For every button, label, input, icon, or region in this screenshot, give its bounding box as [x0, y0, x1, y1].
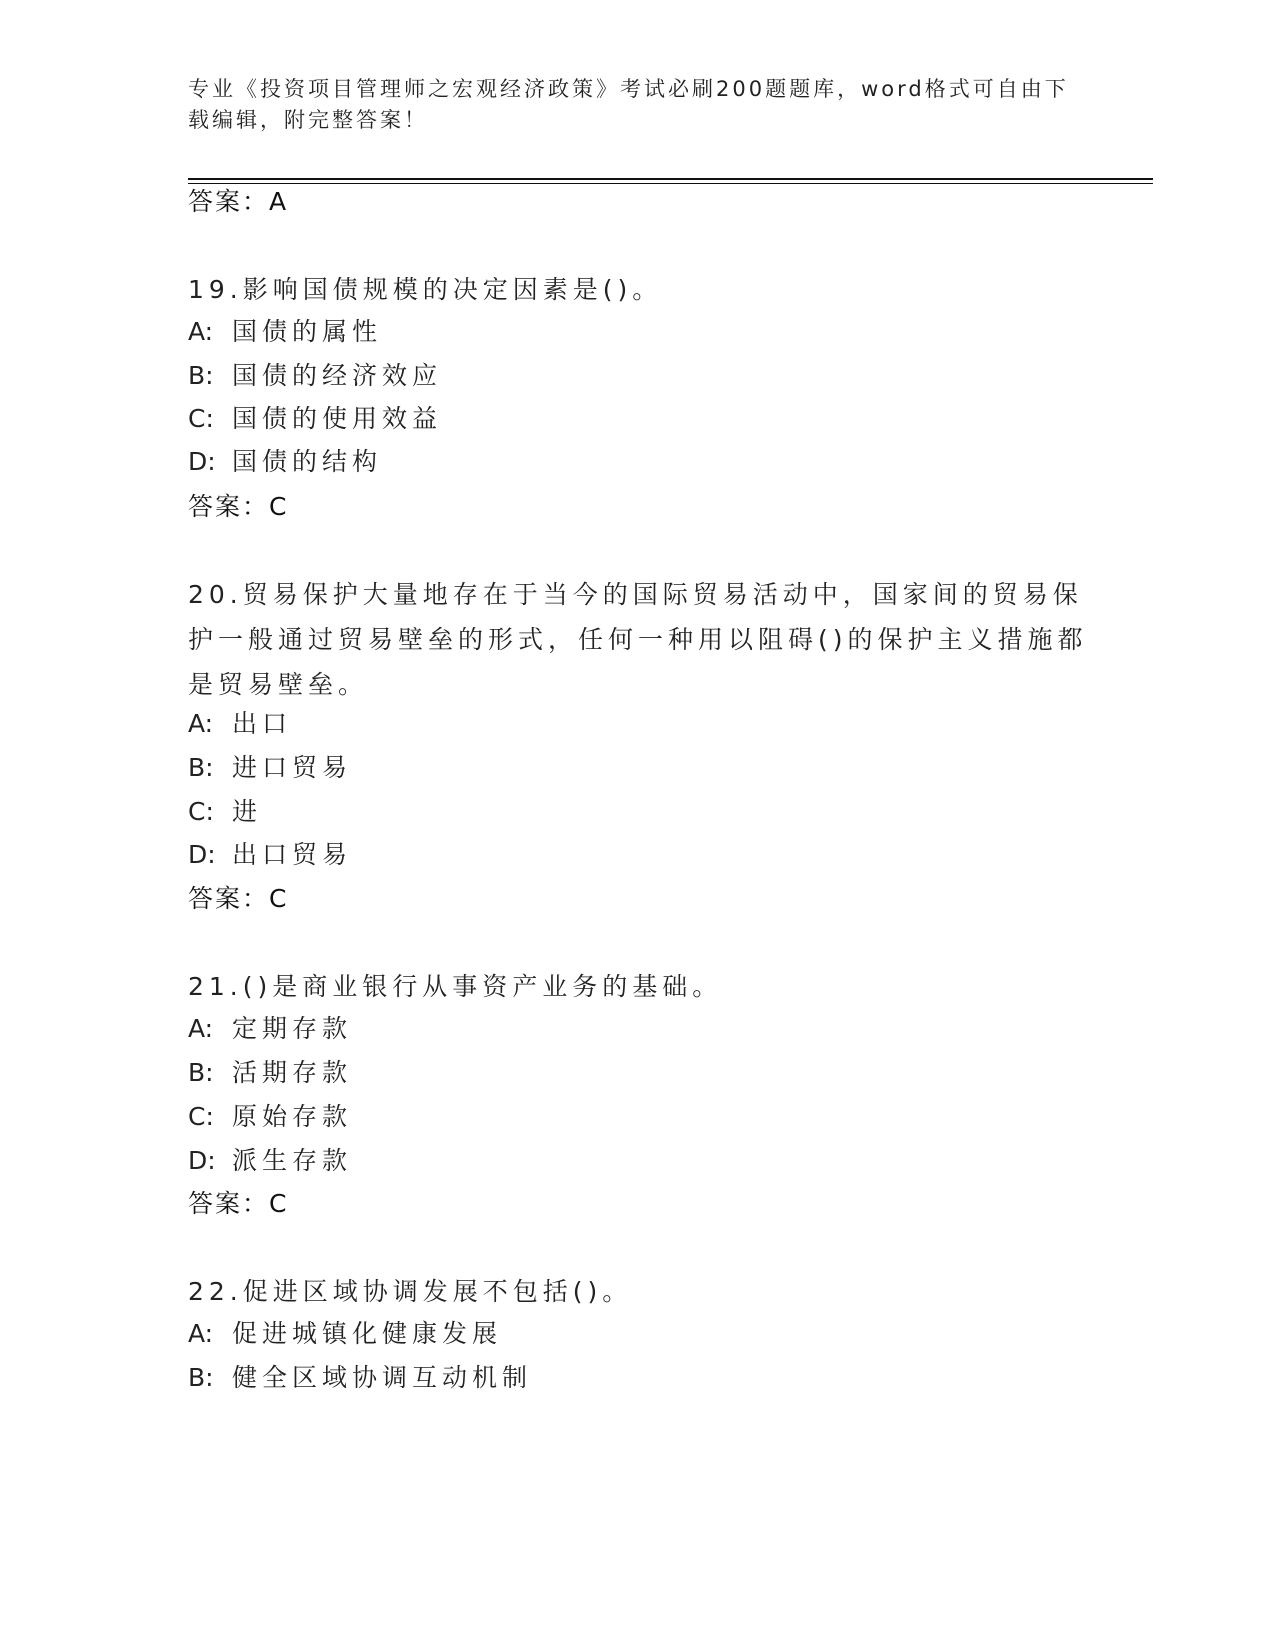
answer-value: C	[269, 884, 289, 913]
answer-value: A	[269, 187, 289, 216]
answer-label: 答案：	[188, 492, 270, 521]
question-20-option-a	[188, 709, 292, 739]
question-19-option-c	[188, 404, 442, 434]
question-21-option-a	[188, 1014, 352, 1044]
option-letter: B:	[188, 1363, 214, 1392]
option-text: 定期存款	[232, 1014, 353, 1043]
option-text: 派生存款	[232, 1146, 353, 1175]
question-22-text: 22.促进区域协调发展不包括()。	[188, 1277, 633, 1306]
option-letter: D:	[188, 1146, 216, 1175]
option-text: 出口	[232, 709, 293, 738]
question-20-option-d	[188, 840, 352, 870]
question-20-option-b	[188, 753, 352, 783]
option-text: 健全区域协调互动机制	[232, 1363, 533, 1392]
document-header: 专业《投资项目管理师之宏观经济政策》考试必刷200题题库，word格式可自由下载编辑，附完整答案！	[188, 77, 1069, 132]
option-text: 国债的属性	[232, 317, 383, 346]
option-letter: D:	[188, 447, 216, 476]
option-letter: A:	[188, 317, 214, 346]
question-20-option-c	[188, 797, 262, 827]
option-letter: B:	[188, 753, 214, 782]
answer-line	[188, 187, 288, 217]
option-text: 原始存款	[232, 1102, 353, 1131]
question-22-option-a	[188, 1319, 502, 1349]
option-text: 促进城镇化健康发展	[232, 1319, 503, 1348]
question-21-option-d	[188, 1146, 352, 1176]
question-19-option-b	[188, 361, 442, 391]
question-21-option-b	[188, 1058, 352, 1088]
option-letter: D:	[188, 840, 216, 869]
option-letter: A:	[188, 1319, 214, 1348]
option-letter: B:	[188, 1058, 214, 1087]
question-21-answer	[188, 1189, 288, 1219]
option-text: 国债的经济效应	[232, 361, 443, 390]
answer-value: C	[269, 492, 289, 521]
answer-label: 答案：	[188, 884, 270, 913]
option-text: 国债的结构	[232, 447, 383, 476]
question-19-text: 19.影响国债规模的决定因素是()。	[188, 275, 663, 304]
option-text: 出口贸易	[232, 840, 353, 869]
question-19-option-a	[188, 317, 382, 347]
option-letter: C:	[188, 1102, 214, 1131]
option-letter: C:	[188, 404, 214, 433]
question-22-option-b	[188, 1363, 532, 1393]
question-21-text: 21.()是商业银行从事资产业务的基础。	[188, 972, 723, 1001]
answer-label: 答案：	[188, 1189, 270, 1218]
question-19-answer	[188, 492, 288, 522]
question-20-answer	[188, 884, 288, 914]
option-letter: B:	[188, 361, 214, 390]
option-text: 国债的使用效益	[232, 404, 443, 433]
option-letter: A:	[188, 1014, 214, 1043]
question-19-option-d	[188, 447, 382, 477]
option-letter: C:	[188, 797, 214, 826]
header-divider-thick	[188, 178, 1153, 180]
answer-value: C	[269, 1189, 289, 1218]
question-21-option-c	[188, 1102, 352, 1132]
option-text: 进口贸易	[232, 753, 353, 782]
option-text: 活期存款	[232, 1058, 353, 1087]
question-20-text: 20.贸易保护大量地存在于当今的国际贸易活动中，国家间的贸易保护一般通过贸易壁垒的形式，任何一种用以阻碍()的保护主义措施都是贸易壁垒。	[188, 580, 1088, 699]
option-letter: A:	[188, 709, 214, 738]
option-text: 进	[232, 797, 263, 826]
answer-label: 答案：	[188, 187, 270, 216]
header-divider-thin	[188, 183, 1153, 184]
